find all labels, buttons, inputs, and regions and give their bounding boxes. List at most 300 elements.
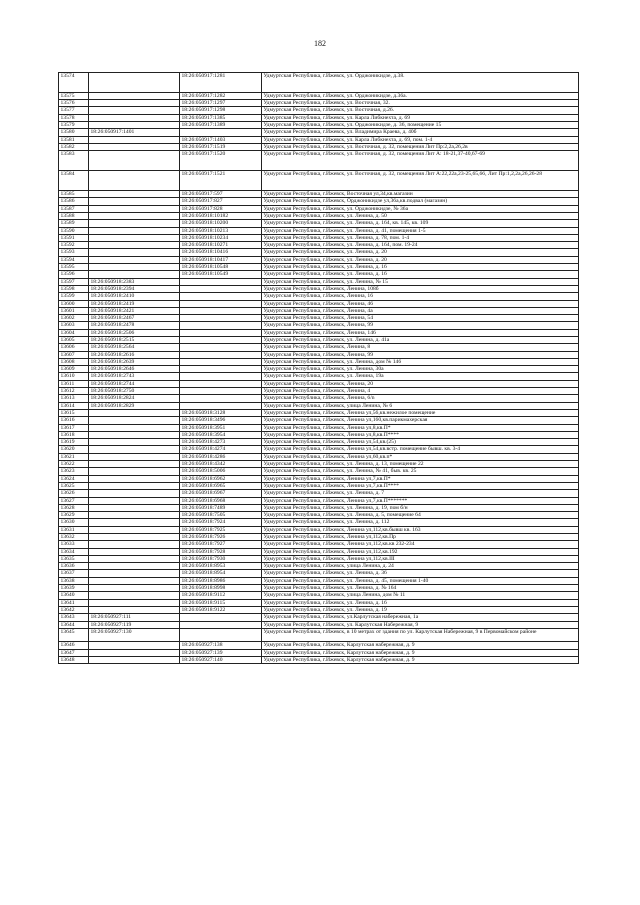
row-number: 13640 — [59, 592, 89, 599]
row-number: 13630 — [59, 519, 89, 526]
table-row — [59, 446, 579, 453]
cadastral-number-b — [180, 278, 262, 285]
cadastral-number-a — [89, 548, 180, 555]
row-number: 13574 — [59, 73, 89, 93]
cadastral-number-a — [89, 599, 180, 606]
cadastral-number-b: 18:26:050918:3128 — [180, 409, 262, 416]
cadastral-number-a — [89, 234, 180, 241]
cadastral-number-a: 18:26:050918:2564 — [89, 344, 180, 351]
cadastral-number-a — [89, 475, 180, 482]
address: Удмуртская Республика, г.Ижевск, ул. Орджоникидзе, д. 36, помещение 15 — [262, 122, 579, 129]
cadastral-number-a — [89, 461, 180, 468]
address: Удмуртская Республика, г.Ижевск, ул. Карла Либкнехта, д. 69, пом. 1-4 — [262, 136, 579, 143]
row-number: 13609 — [59, 366, 89, 373]
cadastral-number-b: 18:26:050918:10182 — [180, 212, 262, 219]
cadastral-number-b: 18:26:050918:7505 — [180, 512, 262, 519]
row-number: 13621 — [59, 453, 89, 460]
cadastral-number-b: 18:26:050918:10417 — [180, 256, 262, 263]
cadastral-number-a — [89, 555, 180, 562]
cadastral-number-b: 18:26:050917:1521 — [180, 171, 262, 191]
table-row — [59, 417, 579, 424]
table-row — [59, 107, 579, 114]
table-row — [59, 541, 579, 548]
address: Удмуртская Республика, г.Ижевск, Ленина ул,112,кв.бывш кв. 163 — [262, 526, 579, 533]
address: Удмуртская Республика, г.Ижевск, ул. Орджоникидзе, д.36а. — [262, 92, 579, 99]
address: Удмуртская Республика, г.Ижевск, ул. Ленина, д. № 164 — [262, 585, 579, 592]
address: Удмуртская Республика, г.Ижевск, Ленина, 46 — [262, 300, 579, 307]
cadastral-number-b: 18:26:050918:6965 — [180, 482, 262, 489]
cadastral-number-a — [89, 242, 180, 249]
cadastral-number-a — [89, 107, 180, 114]
row-number: 13608 — [59, 358, 89, 365]
cadastral-number-b: 18:26:050918:6962 — [180, 475, 262, 482]
cadastral-number-b — [180, 315, 262, 322]
address: Удмуртская Республика, г.Ижевск, Ленина ул,7,кв.П* — [262, 475, 579, 482]
cadastral-number-b: 18:26:050918:7927 — [180, 541, 262, 548]
cadastral-number-a — [89, 171, 180, 191]
cadastral-number-b: 18:26:050917:1297 — [180, 100, 262, 107]
address: Удмуртская Республика, г.Ижевск, ул. Ленина, д. 5, помещение 64 — [262, 512, 579, 519]
row-number: 13648 — [59, 657, 89, 664]
row-number: 13585 — [59, 191, 89, 198]
table-row — [59, 344, 579, 351]
cadastral-number-b — [180, 322, 262, 329]
address: Удмуртская Республика, г.Ижевск, Ленина ул,7,кв.П******* — [262, 497, 579, 504]
cadastral-number-a — [89, 212, 180, 219]
cadastral-number-b: 18:26:050918:8986 — [180, 577, 262, 584]
row-number: 13645 — [59, 628, 89, 642]
row-number: 13575 — [59, 92, 89, 99]
table-row — [59, 151, 579, 171]
cadastral-number-b — [180, 614, 262, 621]
cadastral-number-b — [180, 329, 262, 336]
row-number: 13624 — [59, 475, 89, 482]
cadastral-number-a: 18:26:050918:2419 — [89, 300, 180, 307]
row-number: 13620 — [59, 446, 89, 453]
table-row — [59, 482, 579, 489]
table-row — [59, 242, 579, 249]
table-row — [59, 402, 579, 409]
cadastral-number-a: 18:26:050927:119 — [89, 621, 180, 628]
table-row — [59, 322, 579, 329]
address: Удмуртская Республика, г.Ижевск, ул. Ленина, д. 16 — [262, 599, 579, 606]
cadastral-number-b: 18:26:050918:7924 — [180, 519, 262, 526]
page-number: 182 — [314, 39, 326, 48]
table-row — [59, 256, 579, 263]
cadastral-number-b: 18:26:050917:1389 — [180, 122, 262, 129]
address: Удмуртская Республика, г.Ижевск, ул. Ленина, 30а — [262, 366, 579, 373]
table-row — [59, 424, 579, 431]
row-number: 13637 — [59, 570, 89, 577]
cadastral-number-a: 18:26:050917:1401 — [89, 129, 180, 136]
address: Удмуртская Республика, г.Ижевск, ул. Ленина, д. 20 — [262, 249, 579, 256]
cadastral-number-a — [89, 114, 180, 121]
cadastral-number-b: 18:26:050918:4342 — [180, 461, 262, 468]
table-row — [59, 293, 579, 300]
row-number: 13602 — [59, 315, 89, 322]
cadastral-number-a — [89, 585, 180, 592]
cadastral-number-b: 18:26:050918:4286 — [180, 453, 262, 460]
table-row — [59, 114, 579, 121]
table-row — [59, 358, 579, 365]
address: Удмуртская Республика, г.Ижевск, ул. Орджоникидзе, д.38. — [262, 73, 579, 93]
table-row — [59, 548, 579, 555]
cadastral-number-b: 18:26:050918:10234 — [180, 234, 262, 241]
cadastral-number-a — [89, 409, 180, 416]
table-row — [59, 599, 579, 606]
row-number: 13606 — [59, 344, 89, 351]
table-row — [59, 171, 579, 191]
cadastral-number-a: 18:26:050918:2829 — [89, 402, 180, 409]
cadastral-number-b: 18:26:050917:1520 — [180, 151, 262, 171]
row-number: 13626 — [59, 490, 89, 497]
cadastral-number-a — [89, 577, 180, 584]
cadastral-number-b — [180, 129, 262, 136]
row-number: 13596 — [59, 271, 89, 278]
cadastral-number-a: 18:26:050918:2744 — [89, 380, 180, 387]
registry-body — [59, 73, 579, 664]
address: Удмуртская Республика, г.Ижевск, Карлутская набережная, д. 9 — [262, 657, 579, 664]
cadastral-number-a — [89, 497, 180, 504]
cadastral-number-a: 18:26:050927:111 — [89, 614, 180, 621]
cadastral-number-a — [89, 519, 180, 526]
address: Удмуртская Республика, г.Ижевск, Ленина ул,112,кв.III — [262, 555, 579, 562]
table-row — [59, 351, 579, 358]
table-row — [59, 592, 579, 599]
table-row — [59, 585, 579, 592]
row-number: 13628 — [59, 504, 89, 511]
address: Удмуртская Республика, г.Ижевск, ул. Ленина, д. 16 — [262, 271, 579, 278]
table-row — [59, 373, 579, 380]
cadastral-number-a — [89, 271, 180, 278]
table-row — [59, 143, 579, 150]
row-number: 13587 — [59, 205, 89, 212]
cadastral-number-b: 18:26:050917:828 — [180, 205, 262, 212]
cadastral-number-a: 18:26:050918:2478 — [89, 322, 180, 329]
cadastral-number-a — [89, 92, 180, 99]
table-row — [59, 490, 579, 497]
cadastral-number-a — [89, 143, 180, 150]
table-row — [59, 519, 579, 526]
table-row — [59, 136, 579, 143]
table-row — [59, 205, 579, 212]
row-number: 13579 — [59, 122, 89, 129]
cadastral-number-b: 18:26:050917:827 — [180, 198, 262, 205]
address: Удмуртская Республика, г.Ижевск, ул. Карлутская Набережная, 9 — [262, 621, 579, 628]
address: Удмуртская Республика, г.Ижевск, Ленина ул,112,кв.кв 232-234 — [262, 541, 579, 548]
table-row — [59, 191, 579, 198]
row-number: 13586 — [59, 198, 89, 205]
address: Удмуртская Республика, г.Ижевск, в 10 метрах от здания по ул. Карлутская Набережная, 9 в Первомайском районе — [262, 628, 579, 642]
table-row — [59, 220, 579, 227]
cadastral-number-a: 18:26:050918:2506 — [89, 329, 180, 336]
table-row — [59, 227, 579, 234]
cadastral-number-b: 18:26:050918:8954 — [180, 570, 262, 577]
cadastral-number-b — [180, 395, 262, 402]
row-number: 13646 — [59, 642, 89, 649]
table-row — [59, 212, 579, 219]
cadastral-number-a — [89, 649, 180, 656]
table-row — [59, 512, 579, 519]
address: Удмуртская Республика, г.Ижевск, ул. Ленина, д. 112 — [262, 519, 579, 526]
address: Удмуртская Республика, г.Ижевск, ул. Ленина, д. 19, пом б/н — [262, 504, 579, 511]
cadastral-number-b — [180, 307, 262, 314]
cadastral-number-a — [89, 417, 180, 424]
cadastral-number-a: 18:26:050918:2394 — [89, 285, 180, 292]
address: Удмуртская Республика, г.Ижевск, ул. Ленина, д. 41, помещения 1-5 — [262, 227, 579, 234]
cadastral-number-a — [89, 205, 180, 212]
address: Удмуртская Республика, г.Ижевск, Карлутская набережная, д. 9 — [262, 649, 579, 656]
cadastral-number-a — [89, 198, 180, 205]
table-row — [59, 431, 579, 438]
row-number: 13581 — [59, 136, 89, 143]
cadastral-number-b — [180, 366, 262, 373]
address: Удмуртская Республика, г.Ижевск, Ленина ул,112,кв.192 — [262, 548, 579, 555]
row-number: 13623 — [59, 468, 89, 475]
cadastral-number-a — [89, 431, 180, 438]
cadastral-number-a — [89, 490, 180, 497]
cadastral-number-a — [89, 541, 180, 548]
address: Удмуртская Республика, г.Ижевск, Ленина ул,7,кв.П**** — [262, 482, 579, 489]
cadastral-number-a — [89, 482, 180, 489]
table-row — [59, 621, 579, 628]
address: Удмуртская Республика, г.Ижевск, Ленина ул,60,кв.п* — [262, 453, 579, 460]
cadastral-number-b: 18:26:050918:3496 — [180, 417, 262, 424]
cadastral-number-a: 18:26:050918:2421 — [89, 307, 180, 314]
row-number: 13600 — [59, 300, 89, 307]
cadastral-number-b — [180, 380, 262, 387]
row-number: 13599 — [59, 293, 89, 300]
table-row — [59, 122, 579, 129]
cadastral-number-a — [89, 73, 180, 93]
cadastral-number-b: 18:26:050918:10213 — [180, 227, 262, 234]
table-row — [59, 577, 579, 584]
address: Удмуртская Республика, г.Ижевск, Ленина ул,8,кв.П* — [262, 424, 579, 431]
cadastral-number-b: 18:26:050918:7928 — [180, 548, 262, 555]
cadastral-number-a — [89, 136, 180, 143]
cadastral-number-a: 18:26:050918:2646 — [89, 366, 180, 373]
cadastral-number-b: 18:26:050918:4274 — [180, 446, 262, 453]
cadastral-number-b — [180, 621, 262, 628]
table-row — [59, 504, 579, 511]
row-number: 13619 — [59, 439, 89, 446]
row-number: 13627 — [59, 497, 89, 504]
table-row — [59, 336, 579, 343]
cadastral-number-a — [89, 249, 180, 256]
address: Удмуртская Республика, г.Ижевск, ул. Ленина, д. 41а — [262, 336, 579, 343]
cadastral-number-b: 18:26:050918:10549 — [180, 271, 262, 278]
table-row — [59, 439, 579, 446]
address: Удмуртская Республика, г.Ижевск, ул. Ленина, д. 78, пом. 1-4 — [262, 234, 579, 241]
cadastral-number-b: 18:26:050917:1282 — [180, 92, 262, 99]
cadastral-number-a — [89, 592, 180, 599]
table-row — [59, 475, 579, 482]
row-number: 13601 — [59, 307, 89, 314]
address: Удмуртская Республика, г.Ижевск, Орджоникидзе ул,36а,кв.подвал (магазин) — [262, 198, 579, 205]
cadastral-number-b: 18:26:050918:5006 — [180, 468, 262, 475]
cadastral-number-a — [89, 220, 180, 227]
cadastral-number-a — [89, 504, 180, 511]
cadastral-number-b: 18:26:050918:3954 — [180, 431, 262, 438]
cadastral-number-b — [180, 344, 262, 351]
address: Удмуртская Республика, г.Ижевск, Ленина, 20 — [262, 380, 579, 387]
table-row — [59, 395, 579, 402]
row-number: 13617 — [59, 424, 89, 431]
table-row — [59, 249, 579, 256]
address: Удмуртская Республика, г.Ижевск, Ленина, 99 — [262, 322, 579, 329]
cadastral-number-b: 18:26:050918:7925 — [180, 526, 262, 533]
cadastral-number-a — [89, 191, 180, 198]
address: Удмуртская Республика, г.Ижевск, ул. Восточная, д. 32, помещения Лит Пр:2,2а,26,2в — [262, 143, 579, 150]
row-number: 13612 — [59, 388, 89, 395]
address: Удмуртская Республика, г.Ижевск, ул. Ленина, д. 36 — [262, 570, 579, 577]
cadastral-number-a: 18:26:050918:2750 — [89, 388, 180, 395]
cadastral-number-a: 18:26:050918:2639 — [89, 358, 180, 365]
address: Удмуртская Республика, г.Ижевск, улица Ленина, № 6 — [262, 402, 579, 409]
table-row — [59, 73, 579, 93]
row-number: 13593 — [59, 249, 89, 256]
cadastral-number-b: 18:26:050918:9122 — [180, 606, 262, 613]
address: Удмуртская Республика, г.Ижевск, Карлутская набережная, д. 9 — [262, 642, 579, 649]
table-row — [59, 409, 579, 416]
row-number: 13576 — [59, 100, 89, 107]
table-row — [59, 657, 579, 664]
table-row — [59, 497, 579, 504]
cadastral-number-b: 18:26:050918:8953 — [180, 563, 262, 570]
row-number: 13636 — [59, 563, 89, 570]
cadastral-number-b — [180, 402, 262, 409]
row-number: 13642 — [59, 606, 89, 613]
cadastral-number-a — [89, 526, 180, 533]
table-row — [59, 278, 579, 285]
row-number: 13629 — [59, 512, 89, 519]
cadastral-number-a: 18:26:050918:2515 — [89, 336, 180, 343]
address: Удмуртская Республика, г.Ижевск, ул. Владимира Краева, д. 40б — [262, 129, 579, 136]
table-row — [59, 315, 579, 322]
row-number: 13595 — [59, 264, 89, 271]
row-number: 13644 — [59, 621, 89, 628]
cadastral-number-b: 18:26:050917:1298 — [180, 107, 262, 114]
cadastral-number-b: 18:26:050918:9115 — [180, 599, 262, 606]
row-number: 13615 — [59, 409, 89, 416]
row-number: 13632 — [59, 534, 89, 541]
table-row — [59, 380, 579, 387]
address: Удмуртская Республика, г.Ижевск, Ленина ул,54,кв.(25) — [262, 439, 579, 446]
cadastral-number-a — [89, 264, 180, 271]
cadastral-number-a — [89, 570, 180, 577]
address: Удмуртская Республика, г.Ижевск, ул. Ленина, № 15 — [262, 278, 579, 285]
table-row — [59, 300, 579, 307]
cadastral-number-b — [180, 293, 262, 300]
table-row — [59, 649, 579, 656]
row-number: 13635 — [59, 555, 89, 562]
table-row — [59, 307, 579, 314]
table-row — [59, 129, 579, 136]
registry-table — [58, 72, 579, 664]
row-number: 13603 — [59, 322, 89, 329]
cadastral-number-a: 18:26:050918:2467 — [89, 315, 180, 322]
cadastral-number-b: 18:26:050918:7926 — [180, 534, 262, 541]
cadastral-number-a: 18:26:050927:130 — [89, 628, 180, 642]
cadastral-number-b: 18:26:050917:1519 — [180, 143, 262, 150]
cadastral-number-b: 18:26:050927:140 — [180, 657, 262, 664]
address: Удмуртская Республика, г.Ижевск, улица Ленина, дом № 11 — [262, 592, 579, 599]
table-row — [59, 388, 579, 395]
row-number: 13577 — [59, 107, 89, 114]
table-row — [59, 628, 579, 642]
cadastral-number-b: 18:26:050918:6968 — [180, 497, 262, 504]
row-number: 13641 — [59, 599, 89, 606]
cadastral-number-a — [89, 227, 180, 234]
table-row — [59, 614, 579, 621]
cadastral-number-b — [180, 336, 262, 343]
address: Удмуртская Республика, г.Ижевск, ул. Ленина, дом № 146 — [262, 358, 579, 365]
cadastral-number-b: 18:26:050917:597 — [180, 191, 262, 198]
table-row — [59, 642, 579, 649]
row-number: 13597 — [59, 278, 89, 285]
cadastral-number-b — [180, 285, 262, 292]
cadastral-number-a: 18:26:050918:2383 — [89, 278, 180, 285]
table-row — [59, 606, 579, 613]
table-row — [59, 461, 579, 468]
row-number: 13578 — [59, 114, 89, 121]
row-number: 13598 — [59, 285, 89, 292]
cadastral-number-b — [180, 628, 262, 642]
cadastral-number-b: 18:26:050927:139 — [180, 649, 262, 656]
address: Удмуртская Республика, г.Ижевск, ул. Ленина, д. 7 — [262, 490, 579, 497]
row-number: 13633 — [59, 541, 89, 548]
row-number: 13607 — [59, 351, 89, 358]
cadastral-number-b: 18:26:050918:10548 — [180, 264, 262, 271]
row-number: 13611 — [59, 380, 89, 387]
table-row — [59, 198, 579, 205]
cadastral-number-a — [89, 642, 180, 649]
address: Удмуртская Республика, г.Ижевск, Ленина ул,54,кв.встр. помещение бывш. кв. 3-4 — [262, 446, 579, 453]
table-row — [59, 534, 579, 541]
address: Удмуртская Республика, г.Ижевск, ул. Орджоникидзе, № 36а — [262, 205, 579, 212]
cadastral-number-b — [180, 388, 262, 395]
row-number: 13647 — [59, 649, 89, 656]
row-number: 13588 — [59, 212, 89, 219]
table-row — [59, 468, 579, 475]
address: Удмуртская Республика, г.Ижевск, ул.Карлутская набережная, 1а — [262, 614, 579, 621]
table-row — [59, 100, 579, 107]
address: Удмуртская Республика, г.Ижевск, ул. Ленина, д. 19 — [262, 606, 579, 613]
cadastral-number-a: 18:26:050918:2824 — [89, 395, 180, 402]
address: Удмуртская Республика, г.Ижевск, Ленина ул,8,кв.П**** — [262, 431, 579, 438]
cadastral-number-b: 18:26:050917:1281 — [180, 73, 262, 93]
row-number: 13618 — [59, 431, 89, 438]
cadastral-number-a — [89, 606, 180, 613]
address: Удмуртская Республика, г.Ижевск, ул. Восточная, д.26. — [262, 107, 579, 114]
cadastral-number-a — [89, 657, 180, 664]
table-row — [59, 285, 579, 292]
cadastral-number-b: 18:26:050918:9112 — [180, 592, 262, 599]
address: Удмуртская Республика, г.Ижевск, ул. Ленина, д. 20 — [262, 256, 579, 263]
table-row — [59, 271, 579, 278]
table-row — [59, 453, 579, 460]
address: Удмуртская Республика, г.Ижевск, ул. Восточная, д. 32, помещения Лит А:22,22а,23-25,65,66, Лит Пр:1,2,2а,26,26-28 — [262, 171, 579, 191]
row-number: 13613 — [59, 395, 89, 402]
cadastral-number-a: 18:26:050918:2743 — [89, 373, 180, 380]
row-number: 13622 — [59, 461, 89, 468]
row-number: 13610 — [59, 373, 89, 380]
row-number: 13591 — [59, 234, 89, 241]
cadastral-number-b: 18:26:050918:8998 — [180, 585, 262, 592]
address: Удмуртская Республика, г.Ижевск, ул. Карла Либкнехта, д. 69 — [262, 114, 579, 121]
address: Удмуртская Республика, г.Ижевск, Ленина, 6/n — [262, 395, 579, 402]
address: Удмуртская Республика, г.Ижевск, Ленина, 8 — [262, 344, 579, 351]
